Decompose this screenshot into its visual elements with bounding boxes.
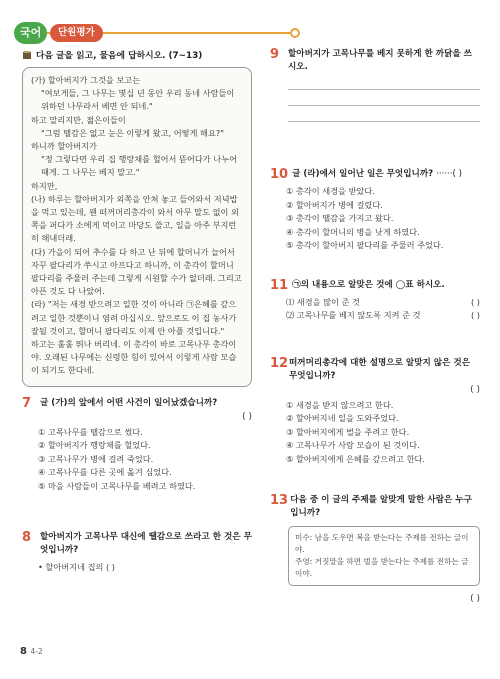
pencil-icon <box>22 50 32 60</box>
question-text <box>292 168 462 181</box>
option[interactable]: ④ 고목나무를 다른 곳에 옮겨 심었다. <box>38 467 172 478</box>
option[interactable]: ① 새경을 받지 않으려고 한다. <box>286 399 394 410</box>
option[interactable]: ③ 고목나무가 병에 걸려 죽었다. <box>38 453 154 464</box>
passage-line: 하지만, <box>31 180 58 191</box>
unit-header <box>14 22 304 44</box>
speaker-statement: 주영: 거짓말을 하면 벌을 받는다는 주제를 전하는 글이야. <box>295 557 469 578</box>
speaker-box <box>288 526 480 586</box>
passage-line: "정 그렇다면 우리 집 행랑채를 헐어서 뜯어다가 나누어 때게. 그 나무는 베지 말고." <box>41 154 237 178</box>
instruction <box>22 48 252 61</box>
option[interactable]: ④ 고목나무가 사람 모습이 된 것이다. <box>286 440 420 450</box>
header-rule-end <box>290 28 300 38</box>
unit-badge: 단원평가 <box>50 24 103 42</box>
question-13 <box>270 494 480 604</box>
question-number: 9 <box>270 47 280 62</box>
answer-blank[interactable]: ( ) <box>471 310 480 320</box>
passage-line: (라) "저는 새경 받으려고 일한 것이 아니라 ㉠은혜를 갚으려고 일한 것뿐이니 염려 마십시오. 앞으로도 이 집 농사가 잘될 것이고, 할머니 팔다리도 이제 안 아플 것입니다." <box>31 299 237 336</box>
question-number: 11 <box>270 277 289 293</box>
option[interactable]: ④ 총각이 할머니의 병을 낫게 하였다. <box>286 226 420 237</box>
answer-line[interactable] <box>288 74 480 90</box>
question-text-body: 글 (라)에서 일어난 일은 무엇입니까? <box>292 169 434 179</box>
option[interactable]: ③ 총각이 땔감을 가지고 왔다. <box>286 213 394 223</box>
option[interactable]: ⑤ 할아버지에게 은혜를 갚으려고 한다. <box>286 453 425 464</box>
passage-line: "그럼 땔감은 없고 눈은 이렇게 왔고, 어떻게 해요?" <box>41 127 224 138</box>
subject-badge: 국어 <box>14 22 47 44</box>
right-column <box>270 48 480 604</box>
passage-line: "여보게들, 그 나무는 몇십 년 동안 우리 동네 사람들이 위하던 나무라서 베면 안 되네." <box>41 88 235 112</box>
option[interactable]: ② 할아버지가 병에 걸렸다. <box>286 199 383 210</box>
question-11 <box>270 279 480 323</box>
question-7 <box>22 397 252 494</box>
question-text: 할아버지가 고목나무 대신에 땔감으로 쓰라고 한 것은 무엇입니까? <box>40 532 252 556</box>
option[interactable]: ① 총각이 새경을 받았다. <box>286 186 375 196</box>
answer-blank[interactable]: ( ) <box>471 296 480 307</box>
question-8 <box>22 531 252 575</box>
passage-line: 하고는 훌훌 뛰나 버리네. 이 총각이 바로 고목나무 총각이야. 오래된 나무에는 신령한 힘이 있어서 이렇게 사람 모습이 되기도 한다네. <box>31 339 237 376</box>
passage-line: 하니까 할아버지가 <box>31 141 97 152</box>
option[interactable]: ③ 할아버지에게 벌을 주려고 한다. <box>286 426 410 437</box>
option[interactable]: ⑤ 총각이 할아버지 팔다리를 주물러 주었다. <box>286 240 444 250</box>
question-text: 글 (가)의 앞에서 어떤 사건이 일어났겠습니까? <box>40 397 218 408</box>
question-12 <box>270 357 480 467</box>
question-text: 떠꺼머리총각에 대한 설명으로 알맞지 않은 것은 무엇입니까? <box>289 357 470 381</box>
question-number: 12 <box>270 355 289 371</box>
answer-blank[interactable]: ( ) <box>242 411 252 422</box>
instruction-text: 다음 글을 읽고, 물음에 답하시오. (7~13) <box>36 51 203 61</box>
question-number: 7 <box>22 395 32 411</box>
page-number <box>20 646 43 657</box>
grade-label: 4-2 <box>30 647 43 656</box>
answer-blank[interactable]: • 할아버지네 집의 ( ) <box>38 562 115 573</box>
question-number: 10 <box>270 167 289 182</box>
passage-line: (나) 하루는 할아버지가 외쪽을 안쳐 놓고 들어와서 저녁밥을 먹고 있는데, 웬 떠꺼머리총각이 와서 아무 말도 없이 외쪽을 퍼다가 소에게 먹이고 마당도 쓸고, 일을 아주 부지런히 해내더래. <box>31 193 239 244</box>
question-text: 할아버지가 고목나무를 베지 못하게 한 까닭을 쓰시오. <box>288 49 472 72</box>
passage-line: (가) 할아버지가 그것을 보고는 <box>31 75 141 85</box>
speaker-statement: 미수: 남을 도우면 복을 받는다는 주제를 전하는 글이야. <box>295 533 469 554</box>
option[interactable]: ② 할아버지네 일을 도와주었다. <box>286 413 399 423</box>
answer-blank[interactable]: ( ) <box>470 384 480 395</box>
option[interactable]: ① 고목나무를 땔감으로 썼다. <box>38 426 143 437</box>
left-column <box>22 48 252 575</box>
option[interactable]: ⑤ 마을 사람들이 고목나무를 베려고 하였다. <box>38 480 196 491</box>
question-10 <box>270 168 480 253</box>
answer-blank[interactable]: ······( ) <box>436 169 462 179</box>
option-label: ⑵ 고목나무를 베지 않도록 지켜 준 것 <box>286 310 421 320</box>
question-number: 13 <box>270 493 289 508</box>
passage-line: 하고 말리지만, 젊은이들이 <box>31 114 126 125</box>
option-row[interactable] <box>286 309 480 323</box>
question-text: ㉠의 내용으로 알맞은 것에 ◯표 하시오. <box>292 279 445 290</box>
question-9 <box>270 48 480 122</box>
answer-line[interactable] <box>288 106 480 122</box>
answer-line[interactable] <box>288 90 480 106</box>
question-number: 8 <box>22 530 32 546</box>
option[interactable]: ② 할아버지가 행랑채를 헐었다. <box>38 440 151 451</box>
page-number-value: 8 <box>20 646 27 657</box>
question-text: 다음 중 이 글의 주제를 알맞게 말한 사람은 누구입니까? <box>290 495 472 518</box>
reading-passage <box>22 67 252 387</box>
passage-line: (다) 가을이 되어 추수를 다 하고 난 뒤에 할머니가 늘어서 자꾸 팔다리가 쑤시고 아프다고 하니까, 이 총각이 할머니 팔다리를 주물러 주는데 그렇게 시원할 수가 없더래. 그리고 아픈 것도 다 나았어. <box>31 246 242 297</box>
option-label: ⑴ 새경을 많이 준 것 <box>286 296 360 307</box>
answer-blank[interactable]: ( ) <box>470 594 480 604</box>
option-row[interactable] <box>286 296 480 310</box>
